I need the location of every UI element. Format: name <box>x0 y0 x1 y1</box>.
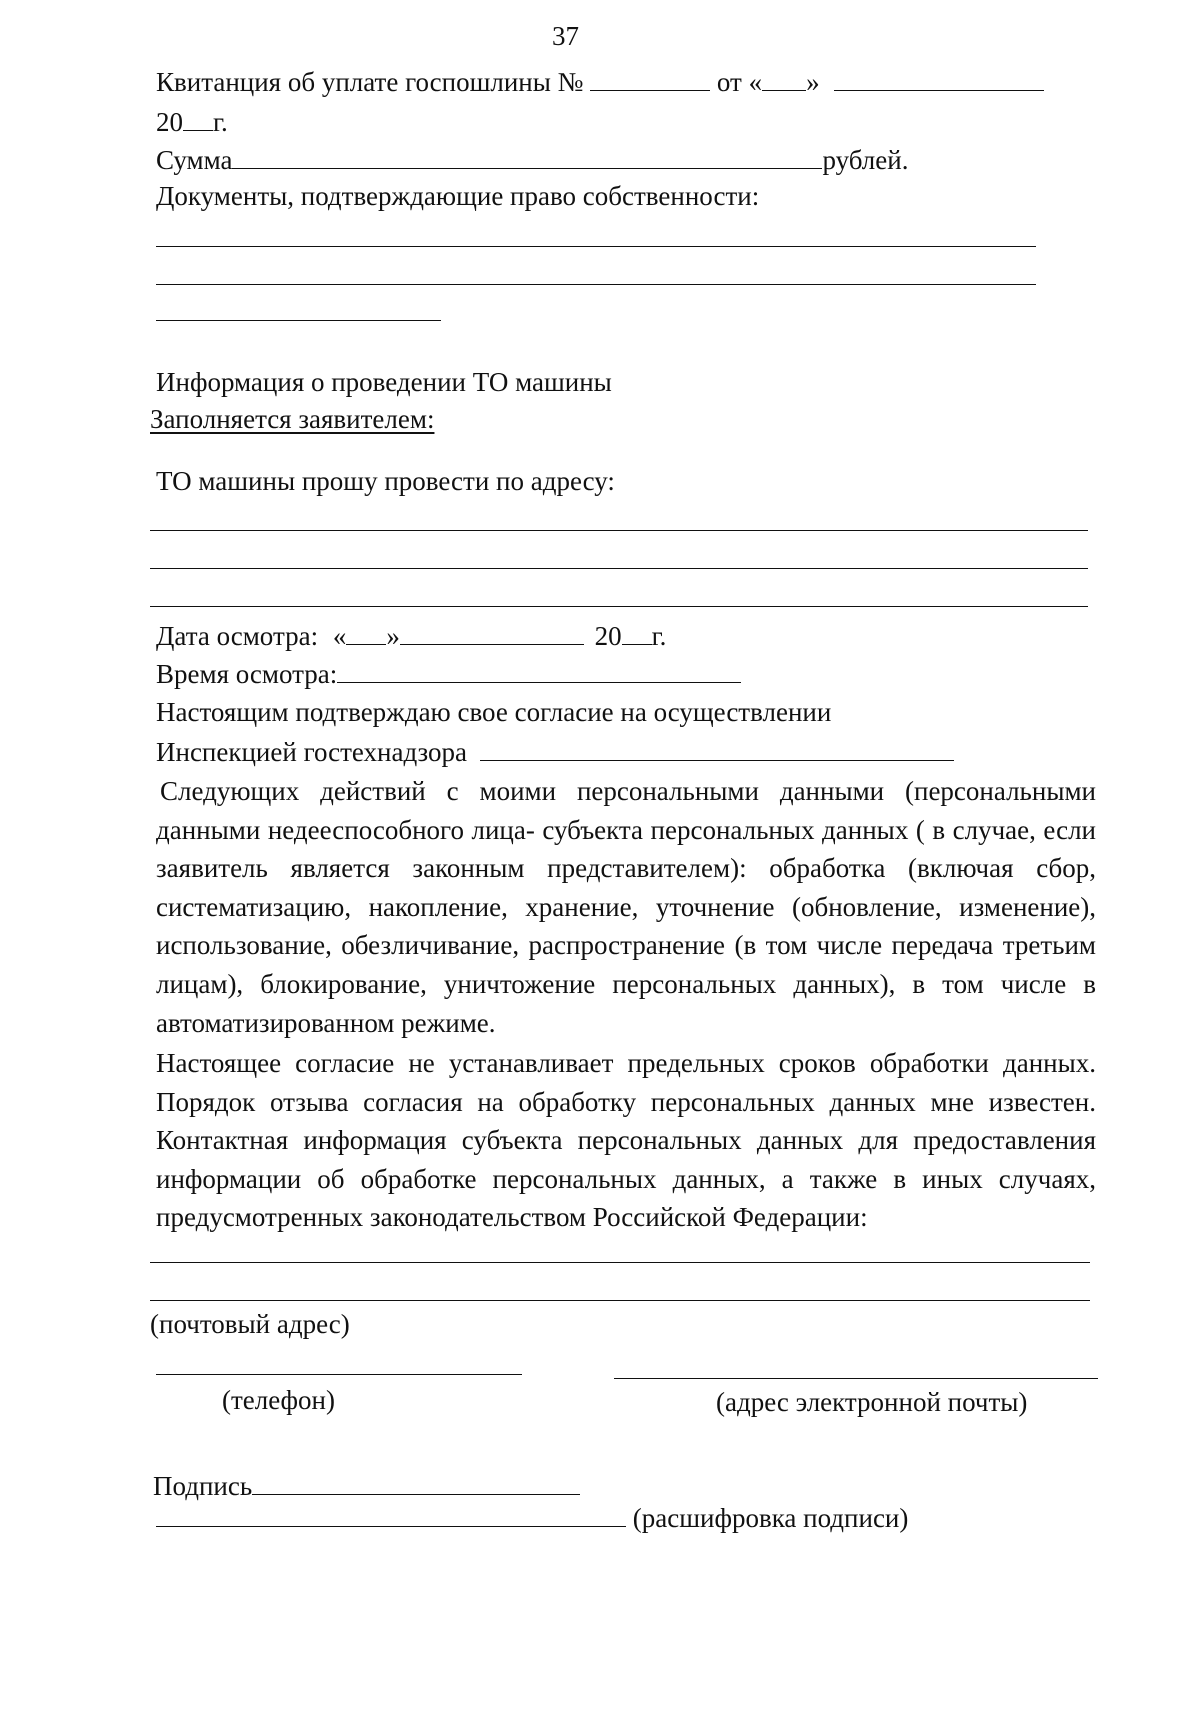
receipt-year-suffix: г. <box>213 107 228 137</box>
email-line[interactable] <box>614 1378 1098 1379</box>
consent-no-deadline: Настоящее согласие не устанавливает предельных сроков обработки данных. <box>156 1048 1096 1078</box>
ownership-docs-label: Документы, подтверждающие право собственности: <box>156 181 760 211</box>
receipt-quote-close: » <box>806 67 820 97</box>
inspection-address-label: ТО машины прошу провести по адресу: <box>156 466 615 496</box>
consent-withdrawal: Порядок отзыва согласия на обработку персональных данных мне известен. <box>156 1086 1096 1117</box>
signature-decoding-caption: (расшифровка подписи) <box>632 1503 909 1533</box>
inspection-time-field[interactable] <box>337 656 741 683</box>
receipt-number-field[interactable] <box>590 64 710 91</box>
inspection-time-line <box>156 656 741 690</box>
receipt-year-prefix: 20 <box>156 107 183 137</box>
inspection-address-line-3[interactable] <box>150 606 1088 607</box>
signature-field[interactable] <box>252 1468 580 1495</box>
inspection-address-line-1[interactable] <box>150 530 1088 531</box>
consent-line-2 <box>156 734 954 768</box>
amount-line <box>156 142 908 176</box>
signature-label: Подпись <box>153 1471 253 1501</box>
consent-paragraph: Следующих действий с моими персональными данными (персональными данными недееспособного лица- субъекта персональных данных ( в случае, если заявитель является законным представителем): обработка (включая сбор, систематизацию, накопление, хранение, уточнение (обновление, изменение), использование, обезличивание, распространение (в том числе передача третьим лицам), блокирование, уничтожение персональных данных), в том числе в автоматизированном режиме. <box>156 776 1096 1038</box>
ownership-docs-line-2[interactable] <box>156 284 1036 285</box>
amount-unit: рублей. <box>822 145 909 175</box>
phone-line[interactable] <box>156 1374 522 1375</box>
signature-decoding-field[interactable] <box>156 1500 626 1527</box>
inspection-title: Информация о проведении ТО машины <box>156 367 612 397</box>
consent-additional <box>156 1044 1096 1237</box>
signature-decoding-line <box>156 1500 908 1534</box>
consent-contact-2: информации об обработке персональных данных, а также в иных случаях, <box>156 1163 1096 1194</box>
inspection-day-field[interactable] <box>346 618 386 645</box>
consent-line-1: Настоящим подтверждаю свое согласие на осуществлении <box>156 697 832 727</box>
page-number: 37 <box>552 21 579 51</box>
inspection-date-open-quote: « <box>332 621 347 651</box>
receipt-year-line <box>156 104 228 138</box>
email-caption: (адрес электронной почты) <box>716 1387 1028 1417</box>
inspection-year-prefix: 20 <box>594 621 622 651</box>
inspection-time-label: Время осмотра: <box>156 659 338 689</box>
postal-address-line-2[interactable] <box>150 1300 1090 1301</box>
inspection-month-field[interactable] <box>400 618 584 645</box>
inspection-year-suffix: г. <box>651 621 667 651</box>
receipt-year-field[interactable] <box>183 104 213 131</box>
consent-inspection-field[interactable] <box>480 734 954 761</box>
consent-contact-1: Контактная информация субъекта персональных данных для предоставления <box>156 1125 1096 1156</box>
phone-caption: (телефон) <box>222 1385 335 1415</box>
signature-line <box>153 1468 580 1502</box>
consent-inspection-label: Инспекцией гостехнадзора <box>156 737 468 767</box>
filled-by-applicant: Заполняется заявителем: <box>150 404 435 434</box>
amount-field[interactable] <box>232 142 822 169</box>
receipt-label: Квитанция об уплате госпошлины № <box>156 67 584 97</box>
inspection-date-label: Дата осмотра: <box>156 621 319 651</box>
amount-label: Сумма <box>156 145 233 175</box>
inspection-address-line-2[interactable] <box>150 568 1088 569</box>
inspection-date-close-quote: » <box>386 621 400 651</box>
receipt-month-field[interactable] <box>834 64 1044 91</box>
receipt-from-label: от « <box>716 67 763 97</box>
postal-address-line-1[interactable] <box>150 1262 1090 1263</box>
ownership-docs-line-1[interactable] <box>156 246 1036 247</box>
receipt-line <box>156 64 1044 98</box>
consent-contact-3: предусмотренных законодательством Российской Федерации: <box>156 1202 868 1233</box>
inspection-year-field[interactable] <box>622 618 652 645</box>
postal-address-caption: (почтовый адрес) <box>150 1309 350 1339</box>
receipt-day-field[interactable] <box>762 64 806 91</box>
inspection-date-line <box>156 618 666 652</box>
ownership-docs-line-3[interactable] <box>156 320 441 321</box>
